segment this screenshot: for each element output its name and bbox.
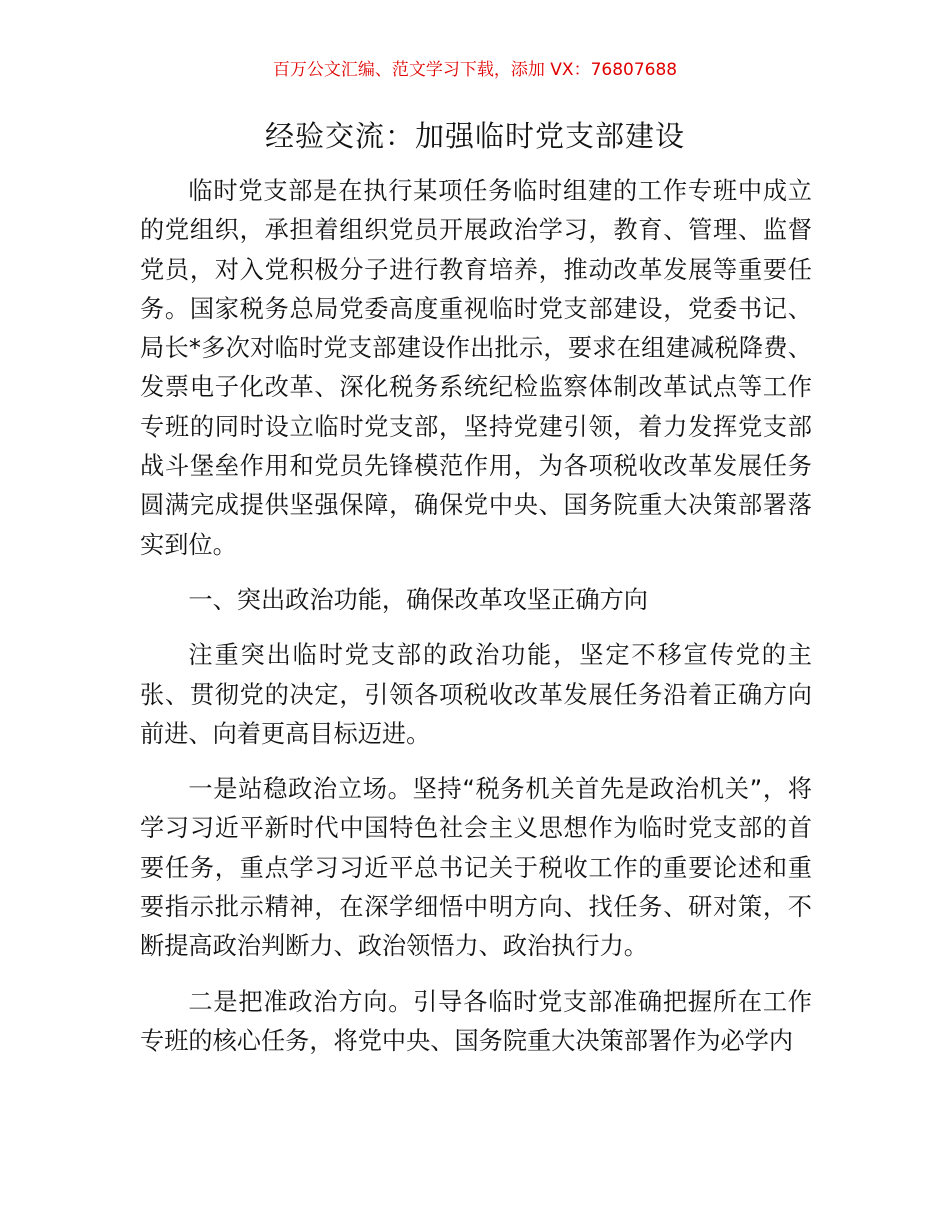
document-title: 经验交流：加强临时党支部建设: [264, 119, 685, 153]
header-banner: 百万公文汇编、范文学习下载，添加 VX：76807688: [272, 60, 678, 80]
point-1-paragraph: 一是站稳政治立场。坚持“税务机关首先是政治机关”，将学习习近平新时代中国特色社会主义思想作为临时党支部的首要任务，重点学习习近平总书记关于税收工作的重要论述和重要指示批示精神，在深学细悟中明方向、找任务、研对策，不断提高政治判断力、政治领悟力、政治执行力。: [140, 775, 812, 961]
point-2-paragraph: 二是把准政治方向。引导各临时党支部准确把握所在工作专班的核心任务，将党中央、国务院重大决策部署作为必学内: [140, 987, 812, 1055]
section-heading-1: 一、突出政治功能，确保改革攻坚正确方向: [188, 585, 648, 614]
intro-paragraph: 临时党支部是在执行某项任务临时组建的工作专班中成立的党组织，承担着组织党员开展政治学习，教育、管理、监督党员，对入党积极分子进行教育培养，推动改革发展等重要任务。国家税务总局党委高度重视临时党支部建设，党委书记、局长*多次对临时党支部建设作出批示，要求在组建减税降费、发票电子化改革、深化税务系统纪检监察体制改革试点等工作专班的同时设立临时党支部，坚持党建引领，着力发挥党支部战斗堡垒作用和党员先锋模范作用，为各项税收改革发展任务圆满完成提供坚强保障，确保党中央、国务院重大决策部署落实到位。: [140, 177, 812, 559]
section-1-paragraph: 注重突出临时党支部的政治功能，坚定不移宣传党的主张、贯彻党的决定，引领各项税收改革发展任务沿着正确方向前进、向着更高目标迈进。: [140, 641, 812, 748]
document-body: [140, 172, 812, 1061]
